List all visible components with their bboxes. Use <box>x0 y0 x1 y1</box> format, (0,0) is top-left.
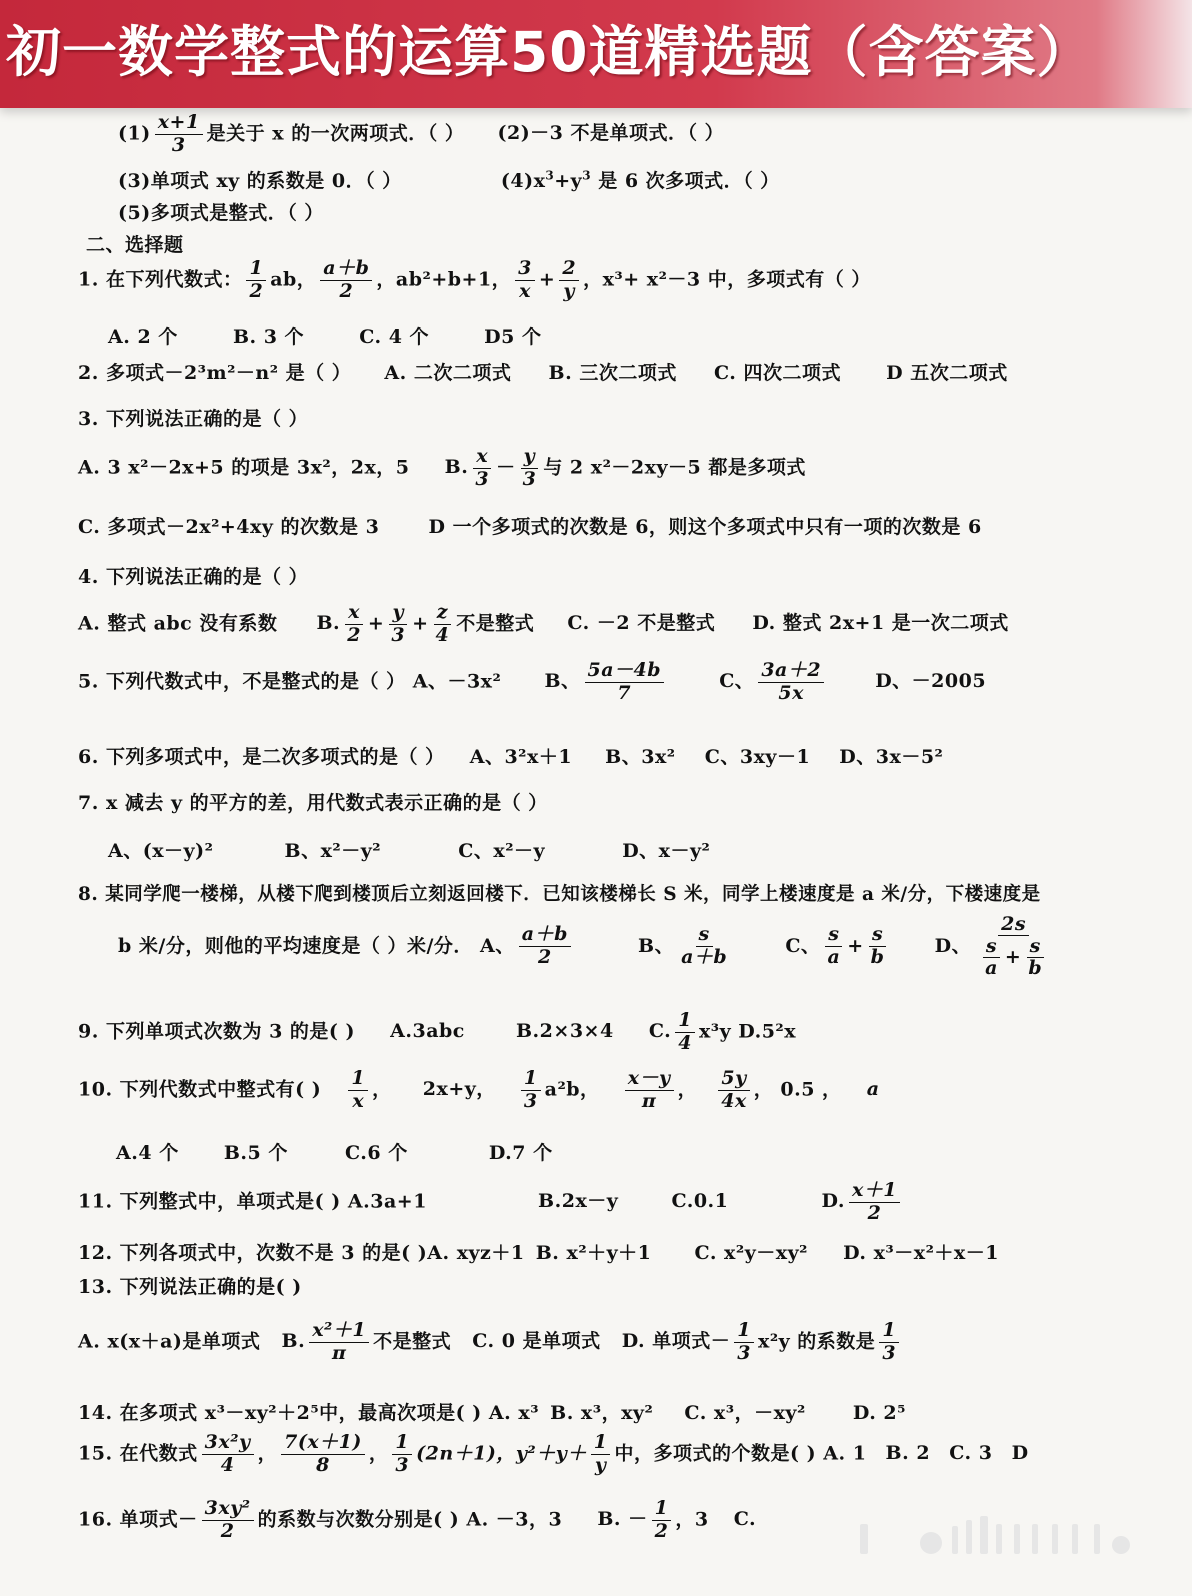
question-11: 11. 下列整式中，单项式是( ) A.3a+1 B.2x－y C.0.1 D. $\frac{x+1}{2}$ <box>78 1180 904 1225</box>
question-8-options: b 米/分，则他的平均速度是（ ）米/分． A、 $\frac{a+b}{2}$ B、 $\frac{s}{a+b}$ C、 $\frac{s}{a}$ + $\frac{s}{b}$ D、 2s $\frac{s}{a}$ + $\frac{s}{b}$ <box>118 914 1056 980</box>
option-d: D <box>1011 1442 1029 1465</box>
fraction: $\frac{s}{a+b}$ <box>681 923 728 969</box>
judge-text: (3)单项式 xy 的系数是 0．（ ） <box>118 170 402 192</box>
question-8: 8. 某同学爬一楼梯，从楼下爬到楼顶后立刻返回楼下．已知该楼梯长 S 米，同学上楼速度是 a 米/分，下楼速度是 <box>78 884 1041 905</box>
option-b: B. 2 <box>885 1442 931 1465</box>
section-heading: 二、选择题 <box>86 234 184 256</box>
fraction: $\frac{y}{3}$ <box>391 601 406 646</box>
question-12: 12. 下列各项式中，次数不是 3 的是( )A. xyz＋1 B. x²＋y＋1 C. x²y－xy² D. x³－x²＋x－1 <box>78 1242 999 1264</box>
option-b: B、3x² <box>605 746 676 768</box>
fraction: $\frac{s}{a}$ <box>982 936 1001 980</box>
option-c: C. －2 不是整式 <box>567 612 716 635</box>
fraction: $\frac{s}{b}$ <box>1028 934 1043 979</box>
option-a: A、3²x＋1 <box>469 746 573 768</box>
fraction: $\frac{\text{x²＋1}}{\pi}$ <box>309 1320 369 1365</box>
option-a: A、(x－y)² <box>108 840 214 862</box>
fraction: $\frac{x-y}{\pi}$ <box>625 1068 674 1113</box>
option-d: D、x－y² <box>622 840 711 862</box>
fraction: $\frac{x+1}{2}$ <box>849 1180 900 1225</box>
fraction: $\frac{\text{3x²y}}{4}$ <box>202 1432 254 1477</box>
complex-fraction: 2s $\frac{s}{a}$ + $\frac{s}{b}$ <box>975 914 1052 980</box>
option-a: A. 二次二项式 <box>384 362 512 384</box>
fraction: $\frac{s}{b}$ <box>870 923 885 969</box>
question-7-options <box>108 836 710 863</box>
fraction: $\frac{1}{x}$ <box>348 1068 368 1113</box>
option-c: C、3xy－1 <box>704 746 811 768</box>
question-10-options <box>116 1138 553 1165</box>
watermark <box>850 1512 1150 1562</box>
option-b: B.2×3×4 <box>516 1020 614 1043</box>
fraction: $\frac{3}{x}$ <box>515 258 535 303</box>
fraction: $\frac{1}{2}$ <box>652 1498 672 1543</box>
option-a: A. x(x＋a)是单项式 <box>78 1330 261 1353</box>
fraction: $\frac{a+b}{2}$ <box>320 258 372 303</box>
judge-text: (2)－3 不是单项式．（ ） <box>497 122 725 145</box>
fraction: $\frac{1}{2}$ <box>246 258 266 303</box>
fraction: $\frac{5a-4b}{7}$ <box>585 660 665 705</box>
fraction: $\frac{5y}{4x}$ <box>718 1068 750 1113</box>
option-d: D. x³－x²＋x－1 <box>843 1242 999 1264</box>
fraction: $\frac{y}{3}$ <box>522 445 537 490</box>
fraction: $\frac{1}{3}$ <box>734 1320 754 1365</box>
question-1: 1. 在下列代数式： $\frac{1}{2}$ ab， $\frac{a+b}{2}$ ，ab²+b+1， $\frac{3}{x}$ + $\frac{2}{y}$ ，x³+ x²－3 中，多项式有（ ） <box>78 257 871 302</box>
option-a: A. 整式 abc 没有系数 <box>78 612 278 635</box>
fraction: $\frac{s}{a}$ <box>824 924 843 969</box>
fraction: $\frac{x}{3}$ <box>472 446 492 491</box>
option-b: B. x³，xy² <box>550 1402 654 1424</box>
option-d: D 一个多项式的次数是 6，则这个多项式中只有一项的次数是 6 <box>428 516 982 538</box>
option-a: A.3abc <box>390 1020 465 1043</box>
question-13-options: A. x(x＋a)是单项式 B. $\frac{\text{x²＋1}}{\pi}$ 不是整式 C. 0 是单项式 D. 单项式－ $\frac{1}{3}$ x²y 的系数是 $\frac{1}{3}$ <box>78 1320 903 1365</box>
fraction: $\frac{x}{2}$ <box>344 602 364 647</box>
question-7: 7. x 减去 y 的平方的差，用代数式表示正确的是（ ） <box>78 792 548 814</box>
question-15: 15. 在代数式 $\frac{\text{3x²y}}{4}$ ， $\frac{7(x+1)}{8}$ ， $\frac{1}{3}$ (2n＋1)，y²＋y＋ $\frac{1}{y}$ 中，多项式的个数是( ) A. 1 B. 2 C. 3 D <box>78 1431 1029 1476</box>
fraction: $\frac{z}{4}$ <box>435 601 450 646</box>
question-16: 16. 单项式－ $\frac{\text{3xy²}}{2}$ 的系数与次数分别是( ) A. －3，3 B. － $\frac{1}{2}$ ，3 C. <box>78 1497 757 1542</box>
option-d: D 五次二项式 <box>886 362 1008 384</box>
option-b: B. 三次二项式 <box>548 362 677 384</box>
option-b: B.2x－y <box>538 1190 619 1213</box>
question-9: 9. 下列单项式次数为 3 的是( ) A.3abc B.2×3×4 C. $\frac{1}{4}$ x³y D.5²x <box>78 1009 797 1054</box>
worksheet <box>0 108 1192 1596</box>
question-3-cd <box>78 512 982 539</box>
option-a: A. 1 <box>823 1442 867 1465</box>
question-4-options: A. 整式 abc 没有系数 B. $\frac{x}{2}$ + $\frac{y}{3}$ + $\frac{z}{4}$ 不是整式 C. －2 不是整式 D. 整式 2x+1 是一次二项式 <box>78 601 1009 646</box>
option-d: D. 2⁵ <box>852 1402 906 1424</box>
judge-label: (1) <box>118 122 151 145</box>
fraction: $\frac{1}{3}$ <box>879 1320 899 1365</box>
fraction: $\frac{2}{y}$ <box>559 258 579 303</box>
judge-line-3: (5)多项式是整式．（ ） <box>118 202 324 224</box>
option-a: A.3a+1 <box>347 1190 427 1213</box>
option-c: C. 3 <box>949 1442 993 1465</box>
question-3: 3. 下列说法正确的是（ ） <box>78 408 309 430</box>
fraction: $\frac{3a+2}{5x}$ <box>758 660 824 705</box>
fraction: $\frac{a+b}{2}$ <box>519 924 571 969</box>
option-d: D.5²x <box>738 1020 797 1043</box>
judge-line-2: (3)单项式 xy 的系数是 0．（ ） $(4)x^3+y^3$ 是 6 次多项式．（ ） <box>118 168 780 192</box>
option-c: C.0.1 <box>671 1190 729 1213</box>
option-c: C. 4 个 <box>359 326 430 348</box>
option-d: D. 整式 2x+1 是一次二项式 <box>752 612 1009 635</box>
fraction: $\frac{1}{4}$ <box>675 1010 695 1055</box>
question-10: 10. 下列代数式中整式有( ) $\frac{1}{x}$ ， 2x+y， $\frac{1}{3}$ a²b， $\frac{x-y}{\pi}$ ， $\frac{5y}{4x}$ ， 0.5 ， a <box>78 1067 880 1112</box>
judge-text: 是关于 x 的一次两项式．（ ） <box>206 122 465 145</box>
fraction: $\frac{x+1}{3}$ <box>155 112 203 157</box>
fraction: $\frac{7(x+1)}{8}$ <box>281 1432 365 1477</box>
option-d: D、3x－5² <box>839 746 944 768</box>
option-c: C. 四次二项式 <box>713 362 841 384</box>
option-a: A. －3，3 <box>466 1508 563 1531</box>
option-a: A. xyz＋1 <box>427 1242 525 1264</box>
option-a: A、－3x² <box>412 670 502 693</box>
fraction: $\frac{1}{y}$ <box>591 1432 611 1477</box>
option-c: C. 多项式－2x²+4xy 的次数是 3 <box>78 516 380 538</box>
question-4: 4. 下列说法正确的是（ ） <box>78 566 309 588</box>
question-3-ab: A. 3 x²－2x+5 的项是 3x²，2x，5 B. $\frac{x}{3}$ － $\frac{y}{3}$ 与 2 x²－2xy－5 都是多项式 <box>78 445 806 490</box>
option-d: D.7 个 <box>488 1142 553 1164</box>
question-1-options <box>108 322 541 349</box>
option-c: C. 0 是单项式 <box>472 1330 601 1353</box>
fraction: $\frac{1}{3}$ <box>521 1068 541 1113</box>
option-a: A. x³ <box>488 1402 540 1424</box>
option-a: A.4 个 <box>116 1142 179 1164</box>
option-d: D、－2005 <box>875 670 987 693</box>
option-c: C. <box>733 1508 757 1531</box>
fraction: $\frac{1}{3}$ <box>392 1432 412 1477</box>
title-banner <box>0 0 1192 108</box>
question-13: 13. 下列说法正确的是( ) <box>78 1276 302 1298</box>
question-14: 14. 在多项式 x³－xy²＋2⁵中，最高次项是( ) A. x³ B. x³，xy² C. x³，－xy² D. 2⁵ <box>78 1402 906 1424</box>
question-2: 2. 多项式－2³m²－n² 是（ ） A. 二次二项式 B. 三次二项式 C. 四次二项式 D 五次二项式 <box>78 362 1008 384</box>
option-c: C. x²y－xy² <box>694 1242 808 1264</box>
option-d: D5 个 <box>484 326 542 348</box>
option-a: A. 3 x²－2x+5 的项是 3x²，2x，5 <box>78 456 410 479</box>
option-b: B. 3 个 <box>232 326 305 348</box>
judge-text: (4)x <box>500 170 546 192</box>
fraction: $\frac{\text{3xy²}}{2}$ <box>202 1498 254 1543</box>
option-c: C.6 个 <box>344 1142 408 1164</box>
option-b: B. x²＋y＋1 <box>535 1242 652 1264</box>
question-5: 5. 下列代数式中，不是整式的是（ ） A、－3x² B、 $\frac{5a-4b}{7}$ C、 $\frac{3a+2}{5x}$ D、－2005 <box>78 659 987 704</box>
option-c: C、x²－y <box>458 840 546 862</box>
option-b: B.5 个 <box>223 1142 288 1164</box>
page-title: 初一数学整式的运算50道精选题（含答案） <box>6 20 1093 84</box>
question-6: 6. 下列多项式中，是二次多项式的是（ ） A、3²x＋1 B、3x² C、3xy－1 D、3x－5² <box>78 746 944 768</box>
option-a: A. 2 个 <box>108 326 178 348</box>
option-b: B、x²－y² <box>284 840 382 862</box>
judge-line-1 <box>118 112 724 157</box>
option-c: C. x³，－xy² <box>684 1402 806 1424</box>
